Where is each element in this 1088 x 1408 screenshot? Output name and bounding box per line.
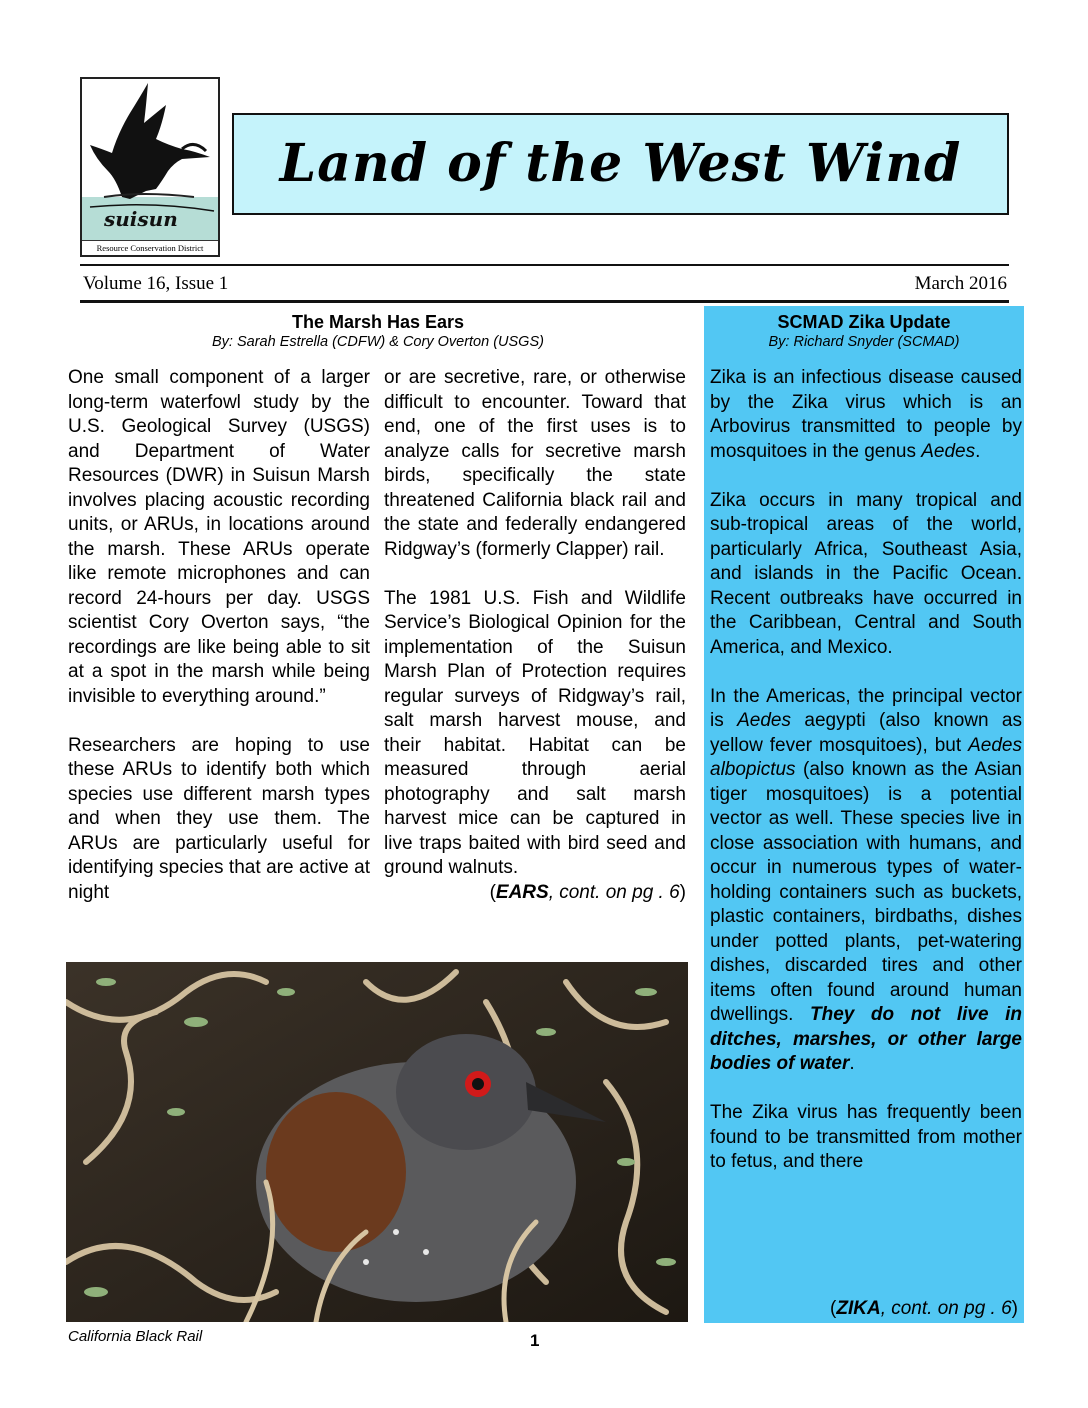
- logo-org-name: Resource Conservation District: [82, 240, 218, 255]
- text-run: In the Americas, the principal vector is: [710, 685, 1022, 731]
- sidebar-paragraph: [710, 366, 1022, 464]
- text-run: (also known as the Asian tiger mosquitoes) is a potential vector as well. These species live in close association with humans, and occur in numerous types of water-holding containers such as buckets, plastic containers, birdbaths, dishes under potted plants, pet-watering dishes, discarded tires and other items often found around human dwellings.: [710, 759, 1022, 1025]
- cont-key: ZIKA: [836, 1298, 881, 1319]
- issue-volume: Volume 16, Issue 1: [83, 273, 229, 294]
- article-continuation: [384, 881, 686, 906]
- masthead: [232, 113, 1009, 215]
- article-column-2: [384, 366, 686, 905]
- cont-paren: (: [830, 1298, 837, 1319]
- sidebar-paragraph: The Zika virus has frequently been found to be transmitted from mother to fetus, and there: [710, 1102, 1022, 1172]
- issue-date: March 2016: [914, 273, 1007, 294]
- cont-paren: ): [679, 881, 686, 903]
- header-rule-top: [80, 264, 1009, 266]
- article-paragraph: or are secretive, rare, or otherwise difficult to encounter. Toward that end, one of the first uses is to analyze calls for secretive marsh birds, specifically the state threatened California black rail and the state and federally endangered Ridgway’s (formerly Clapper) rail.: [384, 367, 686, 560]
- article-byline: By: Sarah Estrella (CDFW) & Cory Overton (USGS): [212, 334, 544, 350]
- text-run-italic: Aedes: [921, 440, 976, 462]
- text-run: .: [849, 1053, 855, 1074]
- black-rail-photo: [66, 962, 688, 1322]
- sidebar-title: SCMAD Zika Update: [777, 312, 951, 332]
- article-column-1: [68, 366, 370, 930]
- cont-key: EARS: [495, 881, 549, 903]
- article-header: [68, 311, 688, 351]
- logo-wordmark: suisun: [104, 207, 178, 231]
- sidebar-byline: By: Richard Snyder (SCMAD): [768, 334, 960, 350]
- text-run: aegypti (also known as yellow fever mosquitoes), but: [710, 710, 1023, 756]
- cont-text: , cont. on pg . 6: [880, 1298, 1012, 1319]
- cont-paren: (: [489, 881, 496, 903]
- district-logo: [80, 77, 220, 257]
- sidebar-continuation: [830, 1298, 1018, 1320]
- text-run-italic: Aedes: [737, 710, 791, 731]
- sidebar-body: [710, 366, 1022, 1199]
- sidebar-paragraph: Zika occurs in many tropical and sub-tropical areas of the world, particularly Africa, Southeast Asia, and islands in the Pacific Ocean. Recent outbreaks have occurred in the Caribbean, Central and South America, and Mexico.: [710, 489, 1022, 658]
- article-paragraph: Researchers are hoping to use these ARUs to identify both which species use different marsh types and when they use them. The ARUs are particularly useful for identifying species that are active at night: [68, 734, 370, 903]
- header-rule-bottom: [80, 300, 1009, 303]
- cont-paren: ): [1011, 1298, 1018, 1319]
- newsletter-title: Land of the West Wind: [279, 133, 962, 194]
- page-number: 1: [530, 1331, 540, 1350]
- sidebar-paragraph: [710, 685, 1022, 1077]
- cont-text: , cont. on pg . 6: [548, 881, 680, 903]
- photo-caption: California Black Rail: [68, 1328, 203, 1345]
- article-paragraph: One small component of a larger long-term waterfowl study by the U.S. Geological Survey (USGS) and Department of Water Resources (DWR) in Suisun Marsh involves placing acoustic recording units, or ARUs, in locations around the marsh. These ARUs operate like remote microphones and can record 24-hours per day. USGS scientist Cory Overton says, “the recordings are like being able to sit at a spot in the marsh while being invisible to everything around.”: [68, 367, 370, 707]
- zika-sidebar: [704, 306, 1024, 1323]
- text-run-italic: Aedes albopictus: [710, 734, 1022, 780]
- text-run: Zika is an infectious disease caused by the Zika virus which is an Arbovirus transmitted to people by mosquitoes in the genus: [710, 367, 1022, 462]
- article-paragraph: The 1981 U.S. Fish and Wildlife Service’s Biological Opinion for the implementation of the Suisun Marsh Plan of Protection requires regular surveys of Ridgway’s rail, salt marsh harvest mouse, and their habitat. Habitat can be measured through aerial photography and salt marsh harvest mice can be captured in live traps baited with bird seed and ground walnuts.: [384, 587, 686, 878]
- article-title: The Marsh Has Ears: [291, 312, 465, 332]
- sidebar-header: [710, 311, 1018, 351]
- text-run: .: [975, 440, 981, 462]
- text-run-bold-italic: They do not live in ditches, marshes, or other large bodies of water: [710, 1004, 1022, 1074]
